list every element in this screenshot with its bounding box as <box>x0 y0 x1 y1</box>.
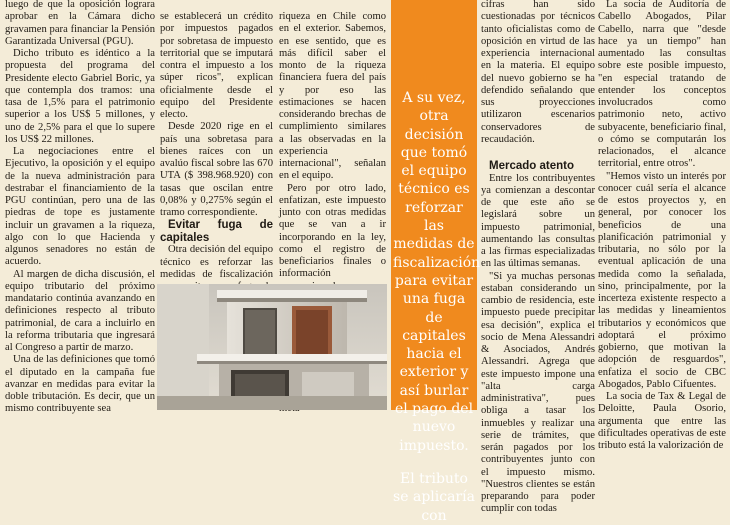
paragraph: "Hemos visto un interés por conocer cuál sería el alcance de estos proyectos y, en general, por conocer los beneficios de una planificación patrimonial y tributaria, no sólo por la eventual aplicación de una medida como la señalada, sino, principalmente, por la incerteza existente respecto a las medidas y lineamientos tributarios y económicos que adoptará el próximo gobierno, que motivan la adopción de resguardos", enfatiza el socio de CBC Abogados, Pablo Cifuentes. <box>598 170 726 390</box>
paragraph: Entre los contribuyentes ya comienzan a descontar de que este año se legislará sobre un impuesto patrimonial, aumentando las consultas a las firmas especializadas en las últimas semanas. <box>481 172 595 270</box>
paragraph: Al margen de dicha discusión, el equipo tributario del próximo mandatario continúa avanzando en definiciones respecto al tributo patrimonial, de cara a incluirlo en la reforma tributaria que ingresará al Congreso a partir de marzo. <box>5 268 155 353</box>
paragraph: Desde 2020 rige en el país una sobretasa para bienes raíces con un avalúo fiscal sobre las 670 UTA ($ 398.968.920) con tasas que oscilan entre 0,08% y 0,275% según el tramo correspondiente. <box>160 121 273 218</box>
paragraph: Dicho tributo es idéntico a la propuesta del programa del Presidente electo Gabriel Boric, ya que contempla dos tramos: una tasa de 1,5% para el patrimonio superior a los US$ 5 millones, y uno de 2,5% para el que lo supere los US$ 22 millones. <box>5 48 155 145</box>
subheading-evitar-fuga: Evitar fuga de capitales <box>160 219 273 244</box>
paragraph: se establecerá un crédito por impuestos pagados por sobretasa de impuesto territorial que se imputará contra el impuesto a los súper ricos", explican oficialmente desde el equipo del Presidente electo. <box>160 11 273 120</box>
subheading-mercado-atento: Mercado atento <box>489 160 574 172</box>
paragraph: riqueza en Chile como en el exterior. Sabemos, en ese sentido, que es más difícil saber el monto de la riqueza financiera fuera del país y por eso las estimaciones se hacen considerando brechas de cumplimiento similares a las observadas en la experiencia internacional", señalan en el equipo. <box>279 11 386 182</box>
pull-quote-continuation: El tributo se aplicaría con <box>393 470 475 524</box>
paragraph: La socia de Auditoría de Cabello Abogados, Pilar Cabello, narra que "desde hace ya un tiempo" han aumentado las consultas sobre este posible impuesto, "en especial tratando de entender los conceptos involucrados como patrimonio neto, activo subyacente, beneficiario final, o cómo se computarán los relacionados, el alcance territorial, entre otros". <box>598 0 726 170</box>
paragraph: Pero por otro lado, enfatizan, este impuesto junto con otras medidas que se van a ir incorporando en la ley, como el registro de beneficiarios finales o información <box>279 182 386 280</box>
paragraph: luego de que la oposición lograra aprobar en la Cámara dicho gravamen para financiar la Pensión Garantizada Universal (PGU). <box>5 0 155 47</box>
article-column-6 <box>598 0 726 452</box>
paragraph: La negociaciones entre el Ejecutivo, la oposición y el equipo de la nueva administración para destrabar el financiamiento de la PGU continúan, pero una de las piedras de tope es justamente incluir un gravamen a la riqueza, algo con lo que Hacienda y algunos senadores no están de acuerdo. <box>5 146 155 268</box>
house-photo <box>157 284 387 410</box>
pull-quote-box <box>391 0 481 524</box>
article-column-1 <box>5 0 155 416</box>
paragraph: "Si ya muchas personas estaban considerando un cambio de residencia, este impuesto puede precipitar esa decisión", explica el socio de Mena Alessandri & Asociados, Andrés Alessandri. Agrega que este impuesto impone una "alta carga administrativa", pues obliga a tasar los inmuebles y realizar una serie de trámites, que serán pagados por los contribuyentes junto con el impuesto mismo. "Nuestros clientes se están preparando para poder cumplir con todas <box>481 270 595 515</box>
paragraph: Otra decisión del equipo técnico es reforzar las medidas de fiscalización <box>160 244 273 280</box>
article-column-5 <box>481 0 595 516</box>
paragraph: Una de las definiciones que tomó el diputado en la campaña fue avanzar en medidas para evitar la doble tributación. Es decir, que un mismo contribuyente sea <box>5 354 155 415</box>
paragraph: cifras han sido cuestionadas por técnicos tanto oficialistas como de oposición en virtud de las experiencia internacional en la materia. El equipo del nuevo gobierno se ha defendido señalando que sus proyecciones utilizaron escenarios conservadores de recaudación. <box>481 0 595 145</box>
paragraph: La socia de Tax & Legal de Deloitte, Paula Osorio, argumenta que entre las dificultades operativas de este tributo está la valorización de <box>598 391 726 451</box>
pull-quote-text: A su vez, otra decisión que tomó el equipo técnico es reforzar las medidas de fiscalización para evitar una fuga de capitales hacia el exterior y así burlar el pago del nuevo impuesto. <box>393 90 481 454</box>
modern-house-illustration <box>157 284 387 410</box>
